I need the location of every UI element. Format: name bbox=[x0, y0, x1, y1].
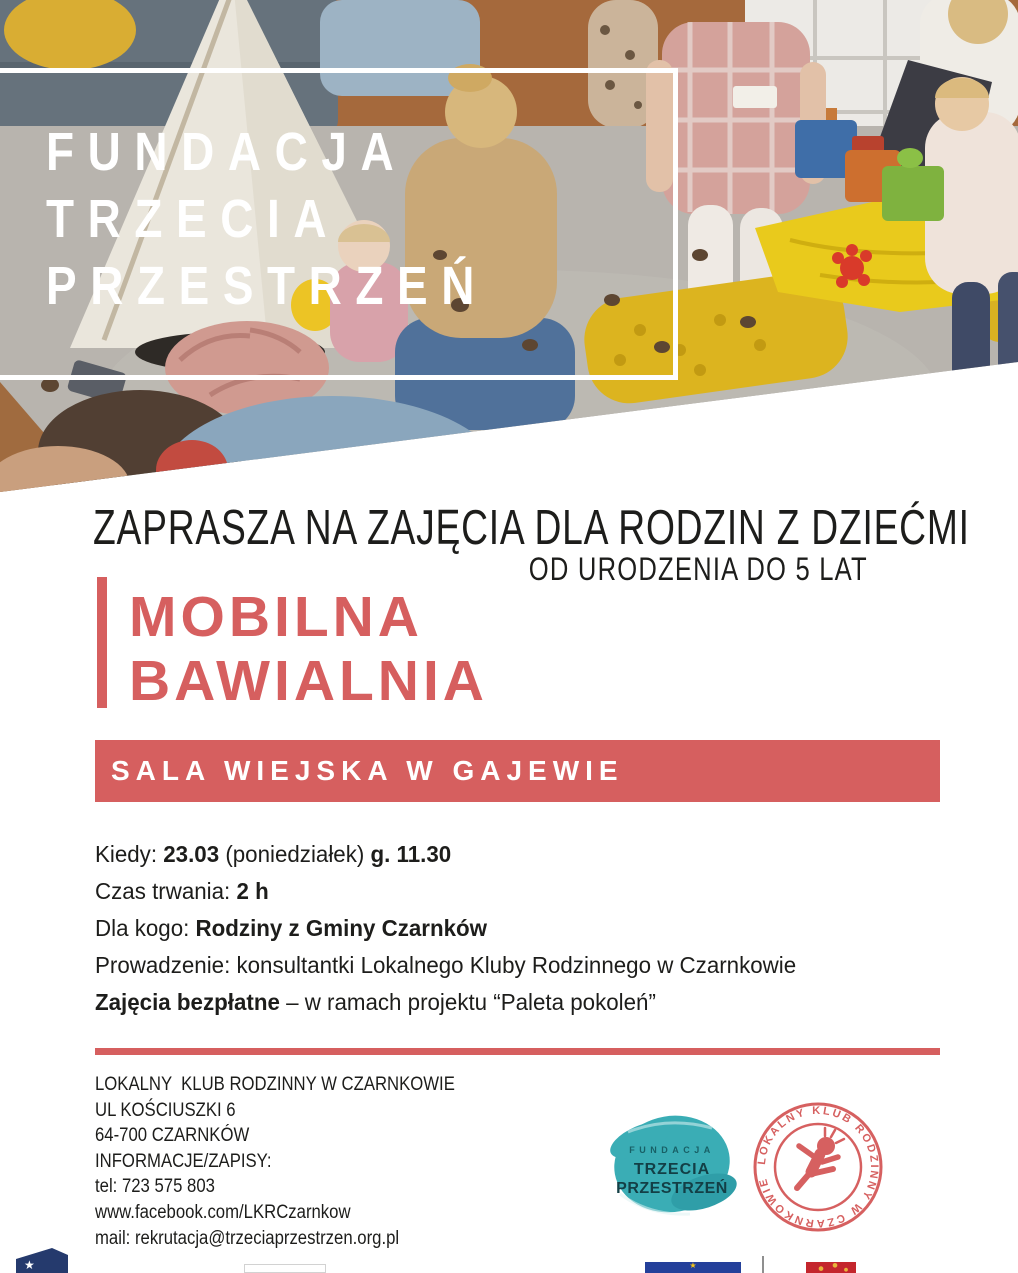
lkr-ring-text: LOKALNY KLUB RODZINNY W CZARNKOWIE bbox=[755, 1104, 881, 1230]
detail-line: Kiedy: 23.03 (poniedziałek) g. 11.30 bbox=[95, 841, 452, 867]
venue-banner-label: SALA WIEJSKA W GAJEWIE bbox=[111, 755, 624, 786]
detail-line: Czas trwania: 2 h bbox=[95, 878, 269, 904]
footer-line: INFORMACJE/ZAPISY: bbox=[95, 1150, 272, 1172]
hero-title-line: PRZESTRZEŃ bbox=[46, 256, 489, 316]
age-subheading: OD URODZENIA DO 5 LAT bbox=[528, 551, 868, 587]
poland-flag-logo-partial bbox=[244, 1264, 326, 1273]
footer-line: LOKALNY KLUB RODZINNY W CZARNKOWIE bbox=[95, 1074, 455, 1095]
hero-title-line: TRZECIA bbox=[46, 189, 341, 249]
title-accent-bar bbox=[97, 577, 107, 708]
invite-heading: ZAPRASZA NA ZAJĘCIA DLA RODZIN Z DZIEĆMI bbox=[93, 501, 970, 555]
fundacja-logo-line2: PRZESTRZEŃ bbox=[616, 1180, 728, 1197]
footer-line: tel: 723 575 803 bbox=[95, 1176, 215, 1198]
footer-contact bbox=[95, 1072, 455, 1251]
footer-line: mail: rekrutacja@trzeciaprzestrzen.org.pl bbox=[95, 1227, 400, 1249]
fundacja-logo-line1: TRZECIA bbox=[633, 1161, 711, 1178]
eu-flag-logo-partial bbox=[645, 1262, 741, 1273]
logo-divider-line bbox=[762, 1256, 764, 1273]
main-title-line: MOBILNA bbox=[129, 585, 423, 649]
lkr-stamp-logo bbox=[748, 1096, 888, 1238]
main-title bbox=[129, 585, 488, 713]
detail-line: Prowadzenie: konsultantki Lokalnego Kluby Rodzinnego w Czarnkowie bbox=[95, 952, 797, 978]
hero-title bbox=[46, 122, 566, 323]
fundacja-logo bbox=[606, 1102, 738, 1230]
detail-line: Dla kogo: Rodziny z Gminy Czarnków bbox=[95, 915, 488, 941]
eu-funds-flag-logo bbox=[16, 1248, 68, 1273]
event-details bbox=[95, 836, 796, 1021]
hero-title-line: FUNDACJA bbox=[46, 122, 408, 182]
red-divider bbox=[95, 1048, 940, 1055]
detail-line: Zajęcia bezpłatne – w ramach projektu “Paleta pokoleń” bbox=[95, 989, 656, 1015]
eu-flag-star-icon: ★ bbox=[689, 1262, 697, 1270]
venue-banner bbox=[95, 740, 940, 802]
gmina-crest-logo-partial bbox=[806, 1262, 856, 1273]
footer-line: UL KOŚCIUSZKI 6 bbox=[95, 1099, 236, 1121]
fundacja-logo-top-text: FUNDACJA bbox=[629, 1145, 715, 1155]
eu-funds-star-icon: ★ bbox=[24, 1258, 35, 1272]
main-title-line: BAWIALNIA bbox=[129, 649, 488, 713]
footer-line: 64-700 CZARNKÓW bbox=[95, 1125, 250, 1147]
footer-line: www.facebook.com/LKRCzarnkow bbox=[95, 1201, 351, 1223]
